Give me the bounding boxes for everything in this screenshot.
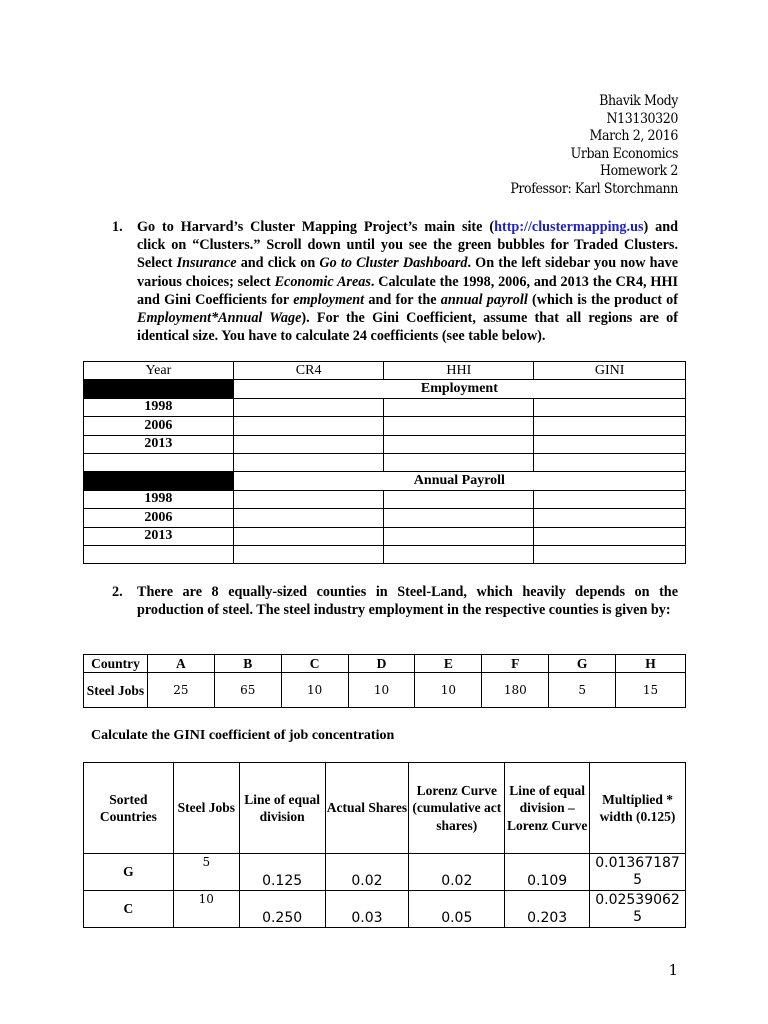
- country-cell: F: [482, 655, 549, 673]
- italic-run: employment: [293, 291, 365, 308]
- hhi-cell[interactable]: [384, 509, 534, 527]
- section-label-payroll: Annual Payroll: [233, 472, 685, 490]
- header-line-equal-division: Line of equal division: [239, 763, 325, 854]
- cr4-cell[interactable]: [233, 527, 384, 545]
- black-cell: [84, 472, 234, 490]
- cr4-cell[interactable]: [233, 417, 384, 435]
- header-sorted-countries: Sorted Countries: [84, 763, 174, 854]
- year-cell: 2006: [84, 417, 234, 435]
- text-run: Go to Harvard’s Cluster Mapping Project’s main site (: [137, 219, 495, 235]
- jobs-cell: 180: [482, 673, 549, 708]
- italic-run: Employment*Annual Wage: [137, 310, 302, 327]
- italic-run: Economic Areas: [274, 273, 371, 290]
- table-row: [84, 854, 686, 891]
- text-run: ). For the Gini Coefficient, assume that all regions are of identical size. You have to calculate 24 coefficients (see table below).: [137, 310, 678, 345]
- jobs-cell: 10: [415, 673, 482, 708]
- equal-cell: [239, 891, 325, 928]
- jobs-label: Steel Jobs: [84, 673, 148, 708]
- gini-cell[interactable]: [534, 527, 686, 545]
- gini-cell[interactable]: [534, 417, 686, 435]
- diff-cell: [505, 891, 590, 928]
- diff-value: 0.109: [527, 873, 568, 889]
- hhi-cell[interactable]: [384, 417, 534, 435]
- table-row: [84, 490, 686, 508]
- professor-name: Professor: Karl Storchmann: [510, 180, 678, 197]
- empty-cell: [233, 545, 384, 563]
- country-cell: H: [616, 655, 686, 673]
- author-header: [510, 93, 678, 199]
- country-label: Country: [84, 655, 148, 673]
- actual-cell: [325, 854, 409, 891]
- header-actual-shares: Actual Shares: [325, 763, 409, 854]
- lorenz-cell: [409, 891, 505, 928]
- year-cell: 2006: [84, 509, 234, 527]
- empty-row: [84, 545, 686, 563]
- year-cell: 2013: [84, 435, 234, 453]
- jobs-cell: 10: [348, 673, 415, 708]
- country-cell: G: [84, 854, 174, 891]
- gini-cell[interactable]: [534, 398, 686, 416]
- mult-cell: 0.025390625: [590, 891, 686, 928]
- empty-cell: [84, 545, 234, 563]
- coefficients-table: [83, 361, 686, 564]
- hhi-cell[interactable]: [384, 398, 534, 416]
- section-row-employment: [84, 380, 686, 398]
- assignment-name: Homework 2: [600, 163, 678, 180]
- hhi-cell[interactable]: [384, 435, 534, 453]
- section-label-employment: Employment: [233, 380, 685, 398]
- jobs-row: [84, 673, 686, 708]
- equal-value: 0.125: [262, 873, 303, 889]
- equal-cell: [239, 854, 325, 891]
- student-id: N13130320: [606, 110, 678, 127]
- empty-cell: [534, 545, 686, 563]
- table-row: [84, 509, 686, 527]
- year-cell: 1998: [84, 490, 234, 508]
- table-row: [84, 417, 686, 435]
- diff-cell: [505, 854, 590, 891]
- cr4-cell[interactable]: [233, 398, 384, 416]
- country-cell: C: [84, 891, 174, 928]
- course-name: Urban Economics: [570, 145, 678, 162]
- country-row: [84, 655, 686, 673]
- lorenz-value: 0.02: [441, 873, 473, 889]
- header-hhi: HHI: [384, 362, 534, 380]
- gini-cell[interactable]: [534, 509, 686, 527]
- text-run: ) and click on “Clusters.” Scroll down until you see the green bubbles for Traded Clusters. Select: [137, 219, 678, 272]
- jobs-cell: [173, 854, 239, 891]
- jobs-cell: 5: [549, 673, 616, 708]
- actual-value: 0.03: [351, 910, 383, 926]
- table-row: [84, 891, 686, 928]
- empty-row: [84, 453, 686, 471]
- jobs-cell: [173, 891, 239, 928]
- lorenz-value: 0.05: [441, 910, 473, 926]
- cr4-cell[interactable]: [233, 490, 384, 508]
- page-number: 1: [668, 961, 678, 979]
- gini-calculation-table: [83, 762, 686, 928]
- header-steel-jobs: Steel Jobs: [173, 763, 239, 854]
- date: March 2, 2016: [589, 128, 678, 145]
- mult-cell: 0.013671875: [590, 854, 686, 891]
- year-cell: 1998: [84, 398, 234, 416]
- jobs-value: 10: [198, 892, 214, 906]
- text-run: and for the: [364, 291, 441, 308]
- cr4-cell[interactable]: [233, 435, 384, 453]
- question-2: [112, 583, 678, 619]
- diff-value: 0.203: [527, 910, 568, 926]
- header-multiplied-width: Multiplied * width (0.125): [590, 763, 686, 854]
- text-run: . On the left sidebar you now have various choices; select: [137, 255, 679, 290]
- text-run: . Calculate the 1998, 2006, and 2013 the CR4, HHI and Gini Coefficients for: [137, 273, 679, 308]
- country-cell: E: [415, 655, 482, 673]
- question-number: 1.: [112, 219, 123, 235]
- country-cell: B: [214, 655, 281, 673]
- empty-cell: [534, 453, 686, 471]
- jobs-cell: 15: [616, 673, 686, 708]
- jobs-value: 5: [202, 855, 211, 869]
- empty-cell: [233, 453, 384, 471]
- table-row: [84, 435, 686, 453]
- header-gini: GINI: [534, 362, 686, 380]
- year-cell: 2013: [84, 527, 234, 545]
- text-run: (which is the product of: [527, 291, 678, 308]
- empty-cell: [84, 453, 234, 471]
- cr4-cell[interactable]: [233, 509, 384, 527]
- question-text: [137, 218, 678, 345]
- text-run: and click on: [236, 255, 320, 272]
- equal-value: 0.250: [262, 910, 303, 926]
- cluster-mapping-link[interactable]: http://clustermapping.us: [494, 219, 644, 235]
- table-row: [84, 398, 686, 416]
- jobs-cell: 25: [147, 673, 214, 708]
- section-row-payroll: [84, 472, 686, 490]
- lorenz-cell: [409, 854, 505, 891]
- table-row: [84, 527, 686, 545]
- header-difference: Line of equal division – Lorenz Curve: [505, 763, 590, 854]
- empty-cell: [384, 453, 534, 471]
- country-cell: C: [281, 655, 348, 673]
- country-cell: G: [549, 655, 616, 673]
- calc-title: Calculate the GINI coefficient of job concentration: [91, 728, 395, 743]
- italic-run: annual payroll: [440, 291, 528, 308]
- table-header-row: [84, 362, 686, 380]
- question-number: 2.: [112, 584, 123, 600]
- hhi-cell[interactable]: [384, 527, 534, 545]
- actual-value: 0.02: [351, 873, 383, 889]
- actual-cell: [325, 891, 409, 928]
- italic-run: Go to Cluster Dashboard: [319, 255, 468, 272]
- jobs-cell: 65: [214, 673, 281, 708]
- question-text: There are 8 equally-sized counties in Steel-Land, which heavily depends on the production of steel. The steel industry employment in the respective counties is given by:: [137, 584, 678, 619]
- country-cell: D: [348, 655, 415, 673]
- hhi-cell[interactable]: [384, 490, 534, 508]
- empty-cell: [384, 545, 534, 563]
- gini-cell[interactable]: [534, 490, 686, 508]
- black-cell: [84, 380, 234, 398]
- gini-cell[interactable]: [534, 435, 686, 453]
- question-1: [112, 218, 678, 345]
- author-name: Bhavik Mody: [599, 93, 678, 109]
- header-lorenz-curve: Lorenz Curve (cumulative act shares): [409, 763, 505, 854]
- header-year: Year: [84, 362, 234, 380]
- jobs-cell: 10: [281, 673, 348, 708]
- table-header-row: [84, 763, 686, 854]
- italic-run: Insurance: [176, 255, 237, 272]
- header-cr4: CR4: [233, 362, 384, 380]
- country-cell: A: [147, 655, 214, 673]
- steel-jobs-table: [83, 654, 686, 708]
